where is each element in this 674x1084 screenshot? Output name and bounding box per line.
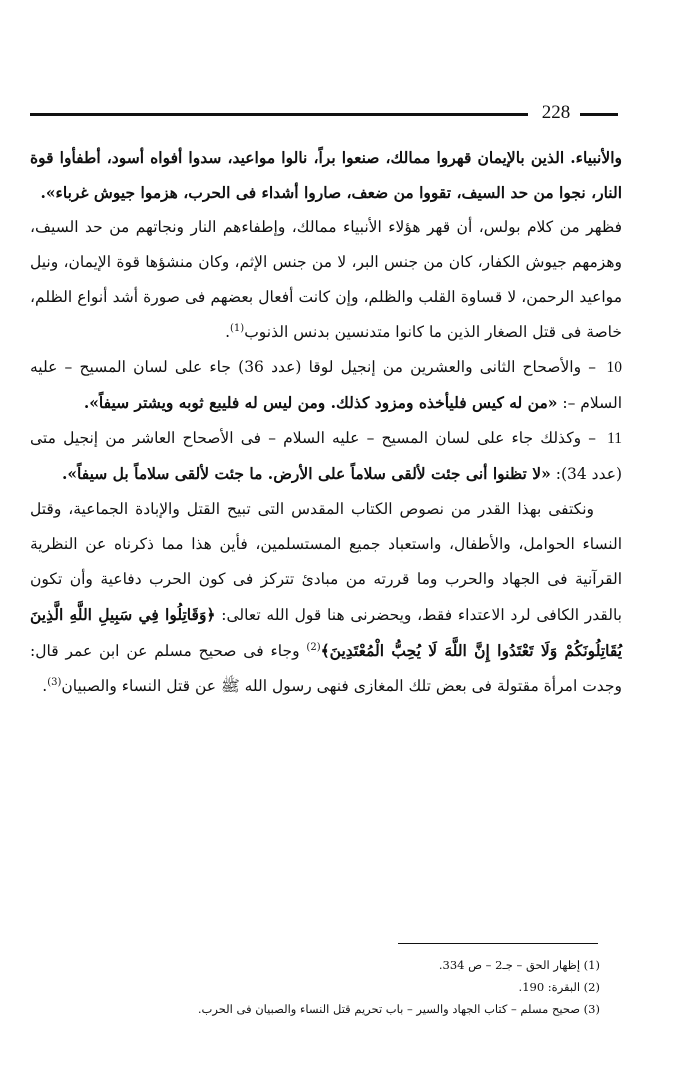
body-text — [30, 140, 622, 704]
footnote-2: (2) البقرة: 190. — [518, 980, 600, 994]
header-rule — [30, 113, 528, 116]
list-item-11 — [30, 421, 622, 492]
paragraph-quote-continuation — [30, 140, 622, 210]
conclusion-end: . — [42, 677, 48, 695]
item-number-10: 10 — [606, 359, 622, 376]
quran-verse: ﴿وَقَاتِلُوا فِي سَبِيلِ اللَّهِ الَّذِينَ يُقَاتِلُونَكُمْ وَلَا تَعْتَدُوا إِنَّ اللَّهَ لَا يُحِبُّ الْمُعْتَدِينَ﴾ — [30, 605, 623, 660]
item-10-quote: «من له كيس فليأخذه ومزود كذلك. ومن ليس له فليبع ثوبه ويشتر سيفاً». — [83, 393, 558, 412]
footnote-1: (1) إظهار الحق – جـ2 – ص 334. — [438, 958, 600, 972]
footnote-ref-2: (2) — [306, 641, 321, 653]
footnote-rule — [398, 943, 598, 944]
item-11-quote: «لا تظنوا أنى جئت لألقى سلاماً على الأرض. ما جئت لألقى سلاماً بل سيفاً». — [61, 464, 551, 483]
footnote-ref-1: (1) — [230, 322, 245, 334]
list-item-10 — [30, 350, 622, 421]
paragraph-conclusion — [30, 492, 622, 704]
header-rule-short — [580, 113, 618, 116]
footnote-ref-3: (3) — [47, 676, 62, 688]
paragraph-commentary — [30, 210, 622, 350]
conclusion-text-b: وجاء فى صحيح مسلم عن ابن عمر قال: وجدت امرأة مقتولة فى بعض تلك المغازى فنهى رسول الله ﷺ عن قتل النساء والصبيان — [30, 642, 622, 695]
footnote-3: (3) صحيح مسلم – كتاب الجهاد والسير – باب تحريم قتل النساء والصبيان فى الحرب. — [197, 1002, 600, 1016]
conclusion-text-a: ونكتفى بهذا القدر من نصوص الكتاب المقدس التى تبيح القتل والإبادة الجماعية، وقتل النساء الحوامل، والأطفال، واستعباد جميع المستسلمين، فأين هذا مما ذكرناه عن النظرية القرآنية فى الجهاد والحرب وما قررته من مبادئ تتركز فى كون الحرب دفاعية وأن تكون بالقدر الكافى لرد الاعتداء فقط، ويحضرنى هنا قول الله تعالى: — [30, 500, 622, 624]
commentary-end: . — [225, 323, 230, 341]
quote-continuation-text: والأنبياء. الذين بالإيمان قهروا ممالك، صنعوا براً، نالوا مواعيد، سدوا أفواه أسود، أطفأوا قوة النار، نجوا من حد السيف، تقووا من ضعف، صاروا أشداء فى الحرب، هزموا جيوش غرباء». — [30, 148, 622, 202]
page-number: 228 — [541, 102, 571, 123]
item-number-11: 11 — [607, 430, 622, 447]
commentary-text: فظهر من كلام بولس، أن قهر هؤلاء الأنبياء ممالك، وإطفاءهم النار ونجاتهم من حد السيف، وهزمهم جيوش الكفار، كان من جنس البر، لا من جنس الإثم، وكان منشؤها قوة الإيمان، ونيل مواعيد الرحمن، لا قساوة القلب والظلم، وإن كانت أفعال بعضهم فى صورة أشد أنواع الظلم، خاصة فى قتل الصغار الذين ما كانوا متدنسين بدنس الذنوب — [30, 218, 622, 341]
item-11-text: – وكذلك جاء على لسان المسيح – عليه السلام – فى الأصحاح العاشر من إنجيل متى (عدد 34): — [30, 429, 622, 483]
footnotes — [30, 954, 600, 1020]
item-10-text: – والأصحاح الثانى والعشرين من إنجيل لوقا (عدد 36) جاء على لسان المسيح – عليه السلام –: — [30, 358, 622, 412]
